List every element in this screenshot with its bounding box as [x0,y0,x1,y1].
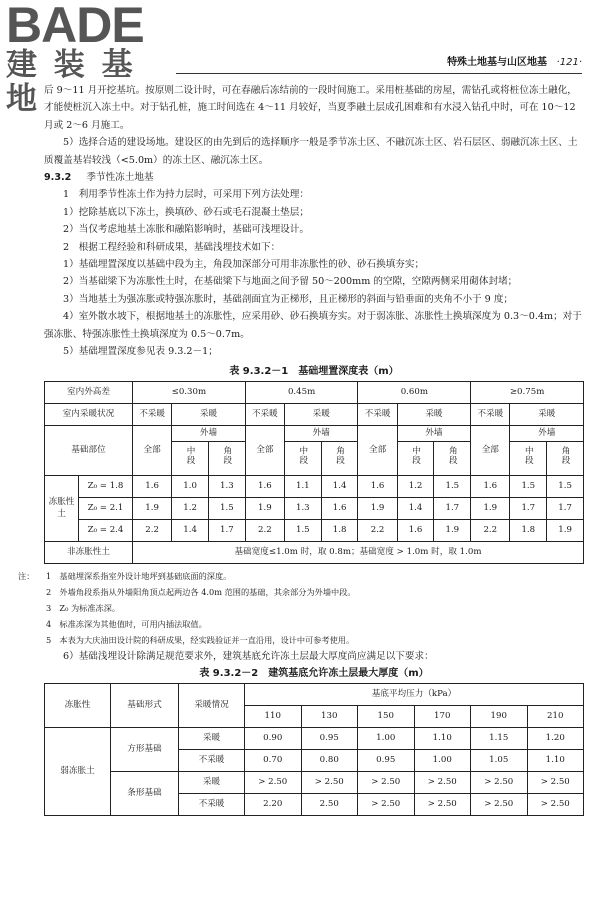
corner-label: 角段 [560,446,571,466]
list-item: 2 根据工程经验和科研成果，基础浅埋技术如下： [63,241,281,253]
table-cell: 1.5 [284,519,321,541]
list-item: 5）基础埋置深度参见表 9.3.2－1； [63,346,218,358]
list-item: 1）基础埋置深度以基础中段为主，角段加深部分可用非冻胀性的砂、砂石换填夯实； [63,259,425,271]
table-header: 全部 [245,425,284,475]
table-header: 0.60m [358,381,471,403]
table-cell: 1.9 [547,519,584,541]
table-row [45,497,584,519]
table-cell: Z₀ = 2.4 [79,519,133,541]
table-header: 全部 [133,425,172,475]
table-header: 不采暖 [471,403,510,425]
nonfrost-soil-label: 非冻胀性土 [45,541,133,563]
table-header: 基础形式 [111,683,179,727]
list-item: 4）室外散水坡下，根据地基土的冻胀性，应采用砂、砂石换填夯实。对于弱冻胀、冻胀性土换填深度为 0.3～0.4m；对于强冻胀、特强冻胀性土换填深度为 0.5～0.7m。 [44,311,582,340]
table-cell: 1.6 [471,475,510,497]
table-cell: 1.9 [245,497,284,519]
note-item: 外墙角段系指从外墙阳角顶点起两边各 4.0m 范围的基础，其余部分为外墙中段。 [59,586,356,597]
table-cell: > 2.50 [527,771,584,793]
table-header [510,441,547,475]
table-cell: 1.1 [284,475,321,497]
table-cell: 1.20 [527,727,584,749]
table-header: 采暖 [172,403,246,425]
table-header: 130 [301,705,358,727]
table-cell: 1.9 [471,497,510,519]
table-cell: 1.15 [471,727,528,749]
table2-caption: 表 9.3.2－2 建筑基底允许冻土层最大厚度（m） [199,667,429,679]
corner-label: 角段 [221,446,232,466]
table-header: 采暖情况 [179,683,245,727]
table-header: 不采暖 [133,403,172,425]
section-number: 9.3.2 [44,172,72,184]
page-body [18,82,584,816]
table-header: 采暖 [284,403,358,425]
table-cell: 1.7 [434,497,471,519]
table-cell: 不采暖 [179,793,245,815]
table-cell: > 2.50 [471,793,528,815]
table-cell: 1.7 [510,497,547,519]
table-cell: Z₀ = 1.8 [79,475,133,497]
table-header: 170 [414,705,471,727]
table-cell: > 2.50 [301,771,358,793]
note-number: 1 [46,570,60,581]
table-cell: 1.4 [397,497,434,519]
table-cell: 0.95 [358,749,415,771]
table-cell: 2.2 [358,519,397,541]
table-header: 190 [471,705,528,727]
table-cell: 1.7 [547,497,584,519]
list-item: 6）基础浅埋设计除满足规范要求外，建筑基底允许冻土层最大厚度尚应满足以下要求： [63,650,434,662]
table-header: 基底平均压力（kPa） [245,683,584,705]
table-cell: 1.00 [358,727,415,749]
table-cell: 1.6 [245,475,284,497]
mid-label: 中段 [185,446,196,466]
table-cell: > 2.50 [471,771,528,793]
table-cell: 1.5 [208,497,245,519]
table-header: 不采暖 [245,403,284,425]
table-cell: 1.4 [172,519,209,541]
table-header: 210 [527,705,584,727]
table-cell: 1.8 [510,519,547,541]
table-cell: > 2.50 [358,771,415,793]
table-cell: 0.80 [301,749,358,771]
table-cell: 2.50 [301,793,358,815]
table-header: 室内采暖状况 [45,403,133,425]
mid-label: 中段 [297,446,308,466]
table-cell: 1.4 [321,475,358,497]
corner-label: 角段 [447,446,458,466]
table-cell: 1.2 [172,497,209,519]
table-row [45,519,584,541]
header-title: 特殊土地基与山区地基 [447,57,548,68]
page-number: ·121· [556,57,582,68]
table-cell: > 2.50 [527,793,584,815]
table-cell: 条形基础 [111,771,179,815]
table-cell: 1.5 [510,475,547,497]
table-cell: 1.8 [321,519,358,541]
table-header [434,441,471,475]
note-number: 4 [46,618,60,629]
table-cell: 1.10 [414,727,471,749]
running-header [176,54,582,74]
notes-label: 注： [18,570,35,581]
table-cell: 2.2 [245,519,284,541]
table-cell: 1.3 [284,497,321,519]
table-cell: 2.20 [245,793,302,815]
note-item: 标准冻深为其他值时，可用内插法取值。 [59,618,207,629]
table-header: 外墙 [397,425,471,441]
table-cell: 1.10 [527,749,584,771]
table-cell: 2.2 [133,519,172,541]
note-number: 2 [46,586,60,597]
table-header: 冻胀性 [45,683,111,727]
list-item: 3）当地基土为强冻胀或特强冻胀时，基础剖面宜为正梯形，且正梯形的斜面与铅垂面的夹角不小于 9 度； [63,293,514,305]
table-header: ≤0.30m [133,381,246,403]
table-cell: 不采暖 [179,749,245,771]
table-cell: 1.05 [471,749,528,771]
table-cell: 1.2 [397,475,434,497]
list-item: 1）挖除基底以下冻土，换填砂、砂石或毛石混凝土垫层； [63,206,309,218]
frozen-layer-thickness-table [44,683,584,816]
note-item: Z₀ 为标准冻深。 [59,602,121,613]
table-header: 采暖 [510,403,584,425]
table-cell: 采暖 [179,727,245,749]
table-header: 外墙 [510,425,584,441]
table-cell: 1.6 [358,475,397,497]
table-cell: 1.9 [133,497,172,519]
table-cell: 1.5 [547,475,584,497]
paragraph: 后 9～11 月开挖基坑。按原则二设计时，可在春融后冻结前的一段时间施工。采用桩基础的房屋，需钻孔或将桩位冻土融化，才能使桩沉入冻土中。对于钻孔桩，施工时间选在 4～11 月较好，当夏季融土层成孔困难和有水浸入钻孔中时，可在 10～12 月或 2～6 月施工。 [44,85,577,131]
table-cell: 1.6 [133,475,172,497]
table-cell: 1.9 [434,519,471,541]
table-header: 不采暖 [358,403,397,425]
table-cell: 0.95 [301,727,358,749]
table-header: 采暖 [397,403,471,425]
table-row [45,541,584,563]
table-cell: 方形基础 [111,727,179,771]
note-item: 本表为大庆油田设计院的科研成果，经实践验证并一直沿用，设计中可参考使用。 [59,634,355,645]
table-header: ≥0.75m [471,381,584,403]
corner-label: 角段 [334,446,345,466]
table-cell: Z₀ = 2.1 [79,497,133,519]
table-row [45,727,584,749]
mid-label: 中段 [523,446,534,466]
note-number: 3 [46,602,60,613]
foundation-depth-table [44,381,584,564]
table-cell: > 2.50 [358,793,415,815]
table-header [284,441,321,475]
table-header: 全部 [471,425,510,475]
table-cell: 1.00 [414,749,471,771]
table-header: 全部 [358,425,397,475]
table-header: 室内外高差 [45,381,133,403]
table-header: 基础部位 [45,425,133,475]
table-row [45,475,584,497]
table-header [547,441,584,475]
section-heading [44,169,584,186]
mid-label: 中段 [410,446,421,466]
logo-text-en: BADE [6,0,144,53]
logo-text-cn: 建 装 基 地 [6,47,136,117]
section-title: 季节性冻土地基 [86,172,154,184]
table1-caption: 表 9.3.2－1 基础埋置深度表（m） [229,365,399,377]
note-item: 基础埋深系指室外设计地坪到基础底面的深度。 [59,570,232,581]
frost-soil-label: 冻胀性土 [45,475,79,541]
table-cell: 1.0 [172,475,209,497]
table-cell: 1.9 [358,497,397,519]
note-number: 5 [46,634,60,645]
table-cell: 0.70 [245,749,302,771]
list-item: 2）当仅考虑地基土冻胀和融陷影响时，基础可浅埋设计。 [63,224,309,236]
paragraph: 5）选择合适的建设场地。建设区的由先到后的选择顺序一般是季节冻土区、不融沉冻土区、岩石层区、弱融沉冻土区、土质覆盖基岩较浅（<5.0m）的冻土区、融沉冻土区。 [44,137,578,166]
table-cell: > 2.50 [414,793,471,815]
table-header [172,441,209,475]
table-cell: 弱冻胀土 [45,727,111,815]
table-header: 110 [245,705,302,727]
table-header: 外墙 [284,425,358,441]
table-cell: > 2.50 [414,771,471,793]
table-notes [18,568,584,648]
table-cell: 0.90 [245,727,302,749]
table-header: 150 [358,705,415,727]
list-item: 1 利用季节性冻土作为持力层时，可采用下列方法处理： [63,189,309,201]
table-row [45,771,584,793]
table-cell: 1.6 [321,497,358,519]
table-header [208,441,245,475]
table-cell: 1.6 [397,519,434,541]
table-header: 外墙 [172,425,246,441]
table-header [321,441,358,475]
table-cell: 1.5 [434,475,471,497]
table-cell: 基础宽度≤1.0m 时，取 0.8m；基础宽度 > 1.0m 时，取 1.0m [133,541,584,563]
list-item: 2）当基础梁下为冻胀性土时，在基础梁下与地面之间予留 50～200mm 的空隙，空隙两侧采用砌体封堵； [63,276,518,288]
table-cell: 1.3 [208,475,245,497]
table-cell: 采暖 [179,771,245,793]
table-header [397,441,434,475]
table-cell: > 2.50 [245,771,302,793]
table-header: 0.45m [245,381,358,403]
table-cell: 1.7 [208,519,245,541]
table-cell: 2.2 [471,519,510,541]
